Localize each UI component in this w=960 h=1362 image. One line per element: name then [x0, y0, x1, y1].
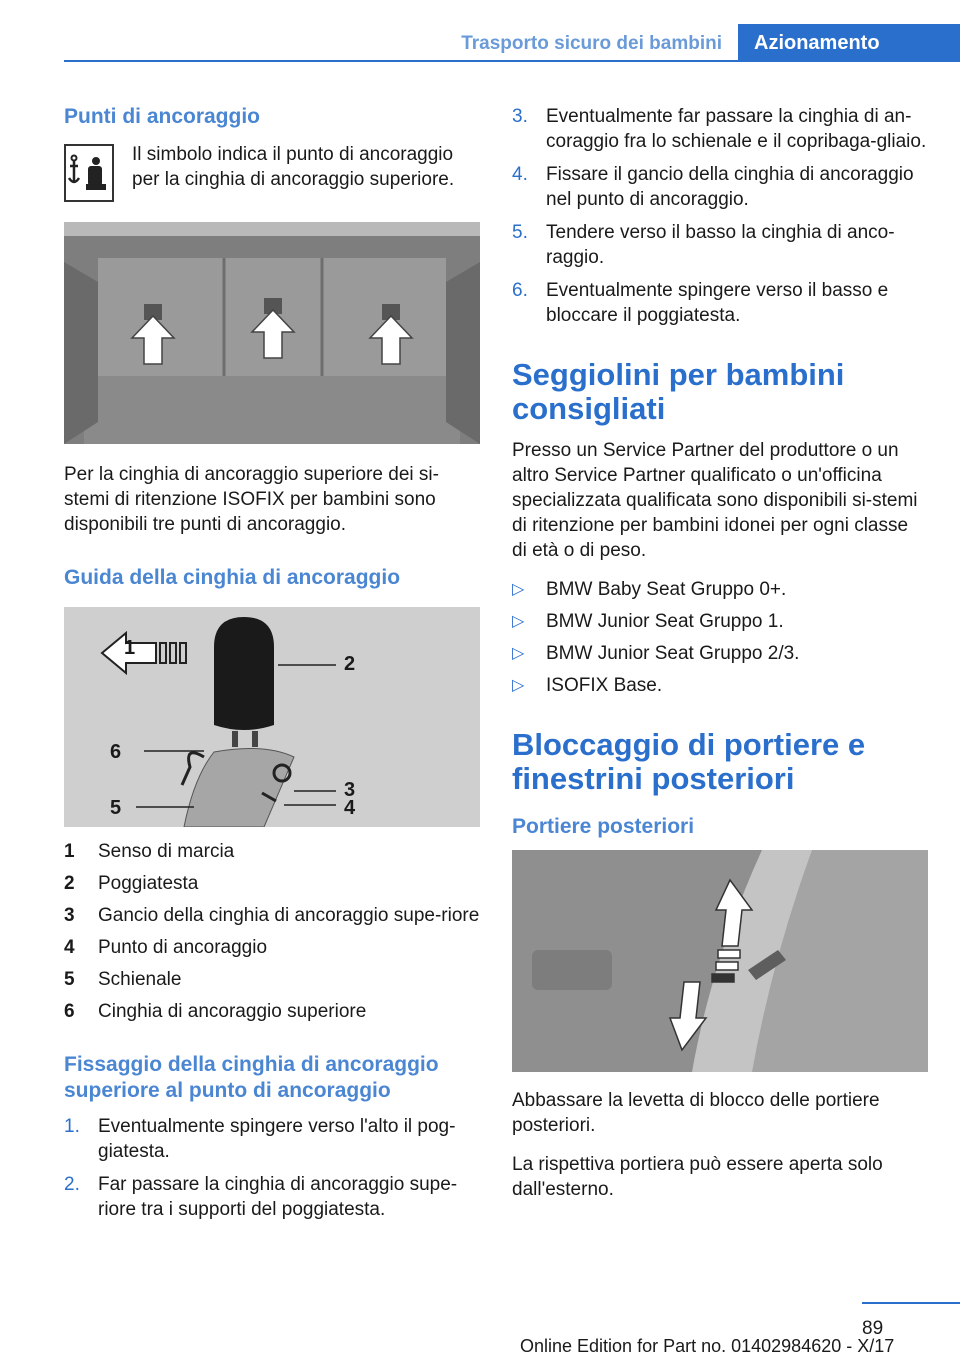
diagram-label-3: 3 [344, 779, 356, 801]
strap-fixing-heading: Fissaggio della cinghia di ancoraggio superiore al punto di ancoraggio [64, 1053, 439, 1102]
footer-rule [862, 1302, 960, 1304]
trunk-anchor-photo [64, 222, 480, 444]
door-window-lock-heading: Bloccaggio di portiere e finestrini posteriori [512, 727, 866, 796]
legend-number: 5 [64, 969, 75, 990]
seat-text: BMW Junior Seat Gruppo 1. [546, 611, 784, 632]
legend-text: Poggiatesta [98, 873, 199, 894]
diagram-label-5: 5 [110, 797, 122, 819]
step-item [64, 1172, 480, 1222]
legend-number: 4 [64, 937, 75, 958]
legend-text: Gancio della cinghia di ancoraggio supe-riore [98, 905, 480, 926]
legend-number: 2 [64, 873, 75, 894]
legend-text: Punto di ancoraggio [98, 937, 268, 958]
header-chapter-tab: Azionamento [738, 24, 960, 62]
step-text: Eventualmente spingere verso il basso e bloccare il poggiatesta. [546, 280, 889, 326]
step-item [512, 104, 928, 154]
legend-item [64, 871, 480, 896]
triangle-bullet-icon: ▷ [512, 613, 525, 630]
legend-number: 1 [64, 841, 75, 862]
right-column [512, 100, 928, 1202]
step-number: 1. [64, 1116, 80, 1137]
footer-edition: Online Edition for Part no. 01402984620 - X/17 [520, 1336, 895, 1356]
legend-text: Cinghia di ancoraggio superiore [98, 1001, 367, 1022]
legend-item [64, 839, 480, 864]
anchor-points-heading: Punti di ancoraggio [64, 105, 261, 128]
step-number: 6. [512, 280, 528, 301]
seat-text: ISOFIX Base. [546, 675, 663, 696]
left-steps-list [64, 1114, 480, 1222]
recommended-seats-heading: Seggiolini per bambini consigliati [512, 357, 845, 426]
diagram-label-2: 2 [344, 653, 356, 675]
seats-list [512, 577, 928, 698]
anchor-symbol-row [64, 102, 480, 212]
diagram-label-1: 1 [124, 637, 136, 659]
seat-item [512, 609, 928, 634]
legend-item [64, 967, 480, 992]
seat-item [512, 641, 928, 666]
door-open-outside-paragraph: La rispettiva portiera può essere aperta solo dall'esterno. [512, 1154, 883, 1200]
step-number: 2. [64, 1174, 80, 1195]
legend-item [64, 999, 480, 1024]
triangle-bullet-icon: ▷ [512, 581, 525, 598]
seat-text: BMW Junior Seat Gruppo 2/3. [546, 643, 800, 664]
legend-item [64, 935, 480, 960]
recommended-seats-paragraph: Presso un Service Partner del produttore o un altro Service Partner qualificato o un'officina specializzata qualificata sono disponibili si-stemi di ritenzione per bambini idonei per ogni classe di età o di peso. [512, 440, 918, 561]
step-text: Eventualmente far passare la cinghia di an-coraggio fra lo schienale e il copribaga-gliaio. [546, 106, 927, 152]
legend-text: Senso di marcia [98, 841, 235, 862]
step-text: Eventualmente spingere verso l'alto il pog-giatesta. [98, 1116, 456, 1162]
step-number: 5. [512, 222, 528, 243]
triangle-bullet-icon: ▷ [512, 645, 525, 662]
diagram-label-4: 4 [344, 797, 356, 819]
legend-item [64, 903, 480, 928]
strap-guide-diagram [64, 607, 480, 827]
rear-doors-heading: Portiere posteriori [512, 815, 695, 838]
step-text: Tendere verso il basso la cinghia di anco-raggio. [546, 222, 895, 268]
step-number: 3. [512, 106, 528, 127]
lock-lever-paragraph: Abbassare la levetta di blocco delle portiere posteriori. [512, 1090, 880, 1136]
seat-text: BMW Baby Seat Gruppo 0+. [546, 579, 787, 600]
triangle-bullet-icon: ▷ [512, 677, 525, 694]
seat-item [512, 673, 928, 698]
diagram-label-6: 6 [110, 741, 122, 763]
legend-text: Schienale [98, 969, 182, 990]
page-number: 89 [862, 1318, 884, 1339]
anchor-points-paragraph: Per la cinghia di ancoraggio superiore dei si-stemi di ritenzione ISOFIX per bambini sono disponibili tre punti di ancoraggio. [64, 464, 439, 535]
anchor-symbol-description: Il simbolo indica il punto di ancoraggio per la cinghia di ancoraggio superiore. [132, 144, 455, 190]
seat-item [512, 577, 928, 602]
step-number: 4. [512, 164, 528, 185]
step-item [64, 1114, 480, 1164]
step-item [512, 220, 928, 270]
legend-number: 3 [64, 905, 75, 926]
step-text: Fissare il gancio della cinghia di ancoraggio nel punto di ancoraggio. [546, 164, 914, 210]
step-text: Far passare la cinghia di ancoraggio supe-riore tra i supporti del poggiatesta. [98, 1174, 458, 1220]
right-steps-list [512, 104, 928, 328]
left-column [64, 100, 480, 1230]
rear-door-lock-photo [512, 850, 928, 1072]
child-seat-anchor-icon [64, 144, 114, 202]
legend-list [64, 839, 480, 1024]
legend-number: 6 [64, 1001, 75, 1022]
header-rule [64, 60, 960, 62]
step-item [512, 162, 928, 212]
step-item [512, 278, 928, 328]
strap-guide-heading: Guida della cinghia di ancoraggio [64, 566, 401, 589]
header-section-title: Trasporto sicuro dei bambini [461, 33, 722, 54]
